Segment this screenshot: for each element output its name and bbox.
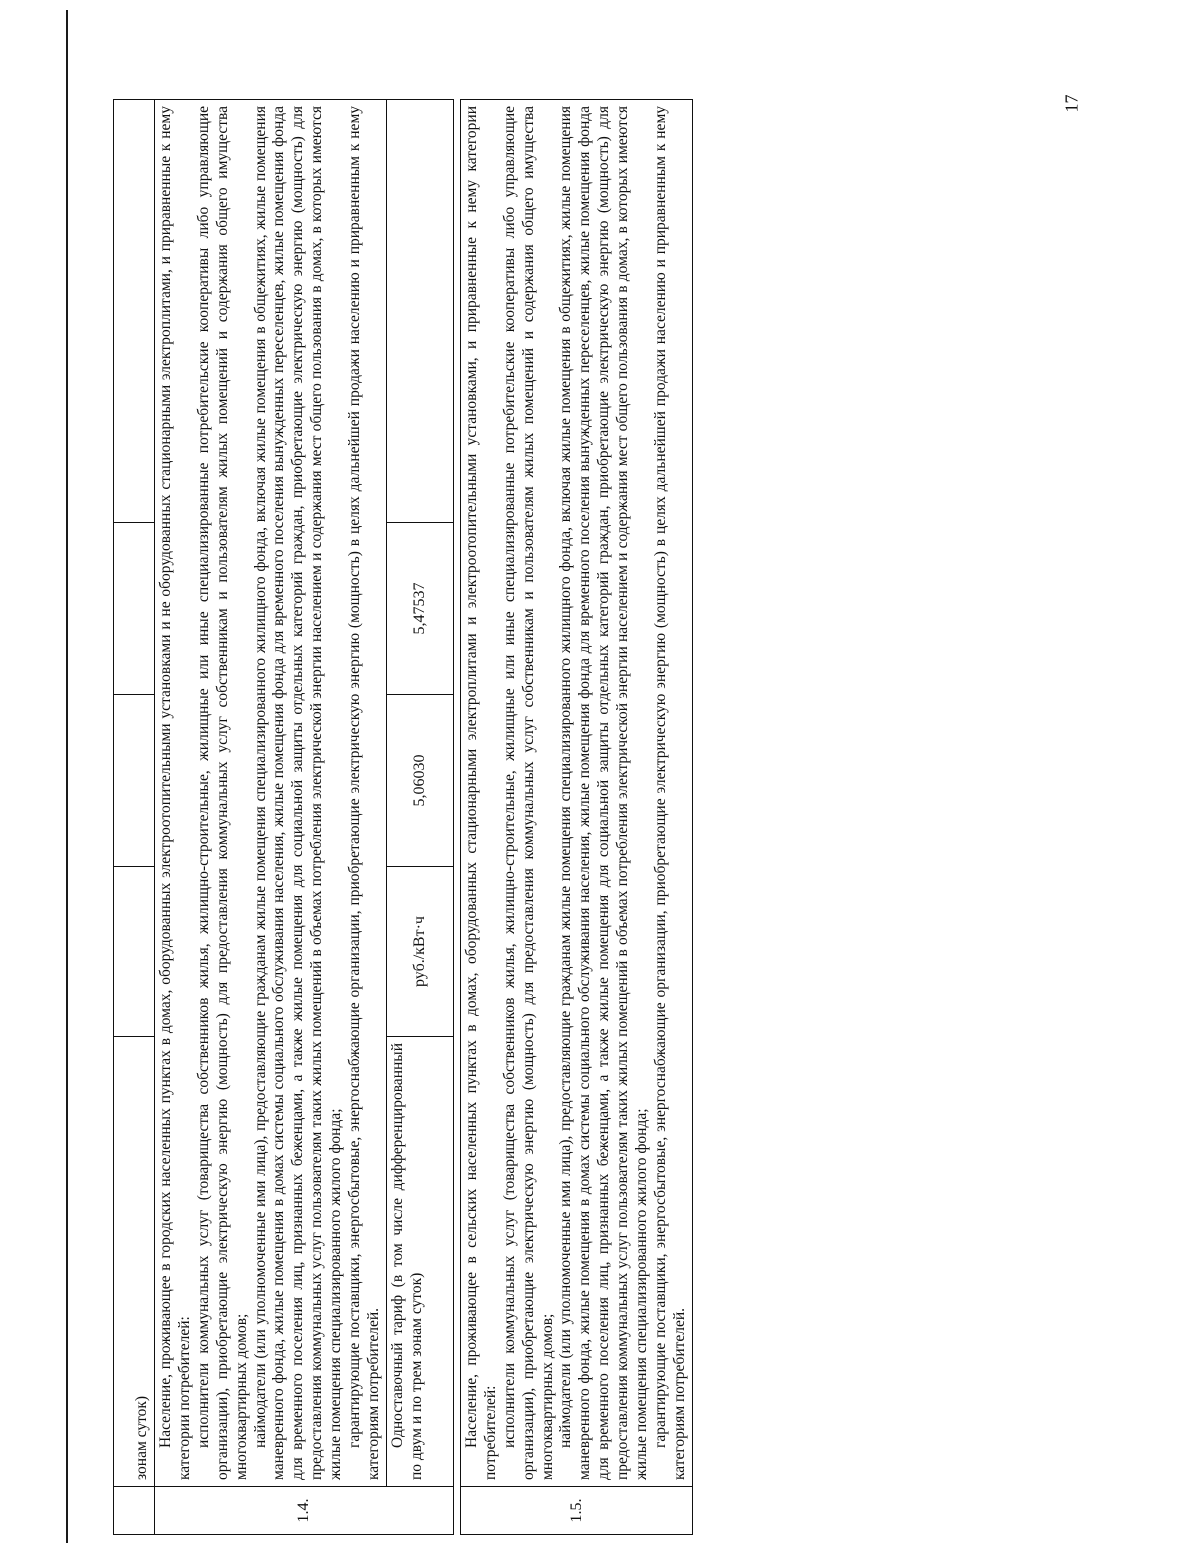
section-1-5-description-row xyxy=(460,100,692,1535)
section-1-4-description xyxy=(155,100,387,1487)
tariff-value-2: 5,47537 xyxy=(386,523,453,695)
empty-cell xyxy=(114,695,155,867)
tariff-label: Одноставочный тариф (в том числе дифференцированный по двум и по трем зонам суток) xyxy=(388,1043,425,1480)
section-1-4-paragraph-2: наймодатели (или уполномоченные ими лица), предоставляющие гражданам жилые помещения специализированного жилищного фонда, включая жилые помещения в общежитиях, жилые помещения маневренного фонда, жилые помещения в домах системы социального обслуживания населения, жилые помещения фонда для временного поселения вынужденных переселенцев, жилые помещения фонда для временного поселения лиц, признанных беженцами, а также жилые помещения для социальной защиты отдельных категорий граждан, приобретающие электрическую энергию (мощность) для предоставления коммунальных услуг пользователям таких жилых помещений в объемах потребления электрической энергии населением и содержания мест общего пользования в домах, в которых имеются жилые помещения специализированного жилого фонда; xyxy=(251,106,345,1480)
section-1-5-paragraph-3: гарантирующие поставщики, энергосбытовые, энергоснабжающие организации, приобретающие электрическую энергию (мощность) в целях дальнейшей продажи населению и приравненным к нему категориям потребителей. xyxy=(651,106,688,1480)
empty-cell xyxy=(114,867,155,1037)
row-number-1-4: 1.4. xyxy=(155,1487,454,1535)
continuation-text: зонам суток) xyxy=(133,1395,151,1480)
unit-cell: руб./кВт·ч xyxy=(386,867,453,1037)
gap-cell xyxy=(453,100,460,1535)
tariff-value-1: 5,06030 xyxy=(386,695,453,867)
page-number xyxy=(1060,88,1084,118)
section-1-4-tariff-row xyxy=(386,100,453,1535)
section-1-5-paragraph-2: наймодатели (или уполномоченные ими лица), предоставляющие гражданам жилые помещения специализированного жилищного фонда, включая жилые помещения в общежитиях, жилые помещения маневренного фонда, жилые помещения в домах системы социального обслуживания населения, жилые помещения фонда для временного поселения вынужденных переселенцев, жилые помещения фонда для временного поселения лиц, признанных беженцами, а также жилые помещения для социальной защиты отдельных категорий граждан, приобретающие электрическую энергию (мощность) для предоставления коммунальных услуг пользователям таких жилых помещений в объемах потребления электрической энергии населением и содержания мест общего пользования в домах, в которых имеются жилые помещения специализированного жилого фонда; xyxy=(557,106,651,1480)
number-cell-empty xyxy=(114,1487,155,1535)
page-number-text: 17 xyxy=(1061,94,1082,112)
section-1-4-paragraph-3: гарантирующие поставщики, энергосбытовые, энергоснабжающие организации, приобретающие электрическую энергию (мощность) в целях дальнейшей продажи населению и приравненным к нему категориям потребителей. xyxy=(346,106,382,1480)
section-1-4-header-paragraph: Население, проживающее в городских населенных пунктах в домах, оборудованных электроотопительными установками и не оборудованных стационарными электроплитами, и приравненные к нему категории потребителей: xyxy=(157,106,193,1480)
section-gap-row xyxy=(453,100,460,1535)
rotated-page-content xyxy=(113,100,1038,1535)
section-1-5-description xyxy=(460,100,692,1487)
binding-line xyxy=(66,10,68,1543)
section-1-5-header-paragraph: Население, проживающее в сельских населенных пунктах в домах, оборудованных стационарными электроплитами и электроотопительными установками, и приравненные к нему категории потребителей: xyxy=(462,106,499,1480)
tariff-label-cell xyxy=(386,1037,453,1487)
section-1-5-paragraph-1: исполнители коммунальных услуг (товарищества собственников жилья, жилищно-строительные, жилищные или иные специализированные потребительские кооперативы либо управляющие организации), приобретающие электрическую энергию (мощность) для предоставления коммунальных услуг собственникам и пользователям жилых помещений и содержания общего имущества многоквартирных домов; xyxy=(500,106,556,1480)
continuation-row xyxy=(114,100,155,1535)
empty-cell xyxy=(114,523,155,695)
continuation-cell xyxy=(114,1037,155,1487)
section-1-4-description-row xyxy=(155,100,387,1535)
empty-cell xyxy=(114,100,155,523)
tariff-table xyxy=(113,99,693,1535)
section-1-4-paragraph-1: исполнители коммунальных услуг (товарищества собственников жилья, жилищно-строительные, жилищные или иные специализированные потребительские кооперативы либо управляющие организации), приобретающие электрическую энергию (мощность) для предоставления коммунальных услуг собственникам и пользователям жилых помещений и содержания общего имущества многоквартирных домов; xyxy=(194,106,250,1480)
row-number-1-5: 1.5. xyxy=(460,1487,692,1535)
empty-cell xyxy=(386,100,453,523)
